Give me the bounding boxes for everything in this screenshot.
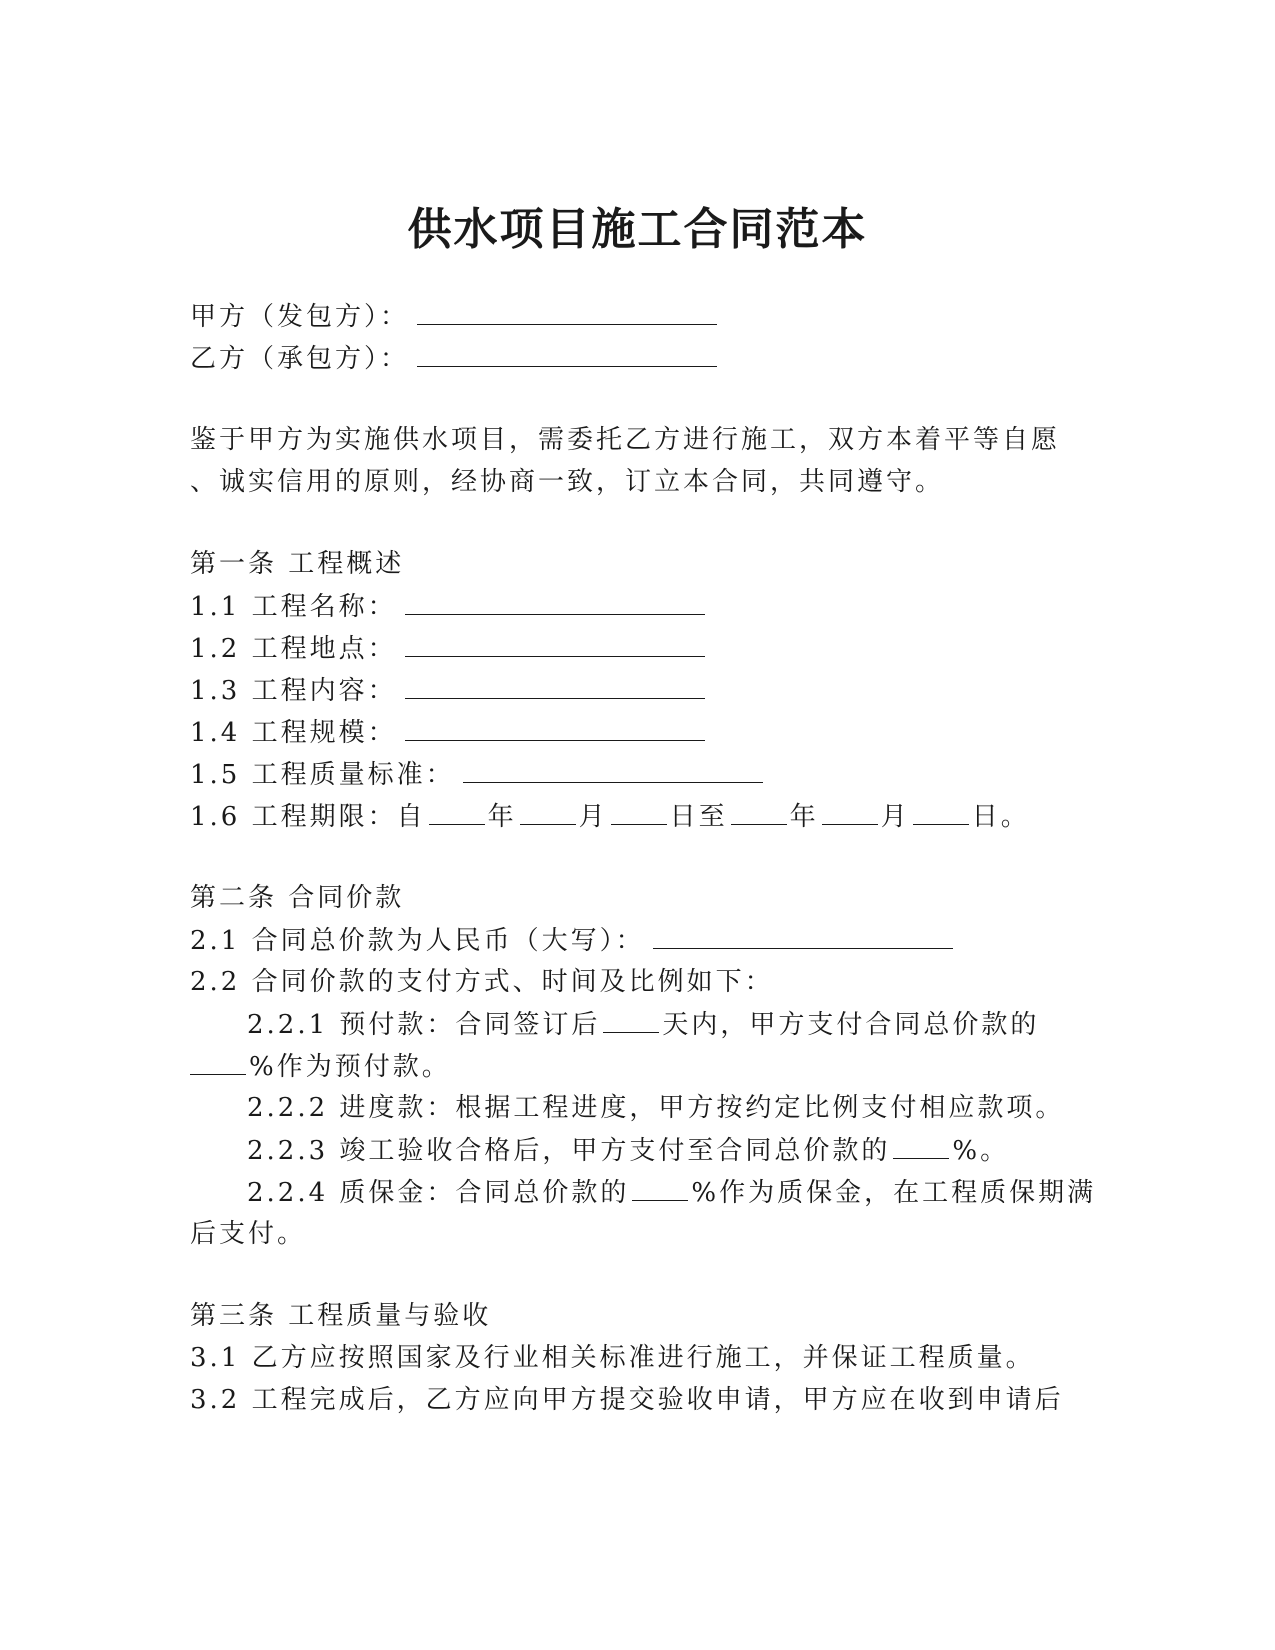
article1-item5 [190,754,763,795]
item-text: 2.2.3 竣工验收合格后，甲方支付至合同总价款的 [247,1136,891,1166]
completion-percent-blank[interactable] [893,1130,949,1159]
retention-percent-blank[interactable] [632,1172,688,1201]
article1-item3 [190,670,705,711]
article1-item1 [190,586,705,627]
party-a-line [190,296,717,337]
end-month-blank[interactable] [822,796,878,825]
item-label: 1.2 工程地点： [190,634,397,664]
article2-item223 [247,1130,1009,1171]
document-title: 供水项目施工合同范本 [407,204,868,255]
year-label: 年 [487,802,517,832]
article2-item2: 2.2 合同价款的支付方式、时间及比例如下： [190,967,774,997]
item-label: 1.6 工程期限：自 [190,802,426,832]
item-text: %作为预付款。 [249,1052,451,1082]
start-day-blank[interactable] [611,796,667,825]
preamble-line-2: 、诚实信用的原则，经协商一致，订立本合同，共同遵守。 [190,467,945,497]
article2-item222: 2.2.2 进度款：根据工程进度，甲方按约定比例支付相应款项。 [247,1093,1065,1123]
project-location-blank[interactable] [405,628,705,657]
article2-item1 [190,920,953,961]
article3-heading: 第三条 工程质量与验收 [190,1301,492,1331]
day-label: 日。 [971,802,1030,832]
article2-item221 [247,1004,1039,1045]
item-text: 天内，甲方支付合同总价款的 [662,1010,1040,1040]
start-year-blank[interactable] [429,796,485,825]
article2-item224 [247,1172,1096,1213]
month-label: 月 [578,802,608,832]
project-content-blank[interactable] [405,670,705,699]
article2-heading: 第二条 合同价款 [190,883,405,913]
item-text: %作为质保金，在工程质保期满 [691,1178,1097,1208]
item-label: 1.3 工程内容： [190,676,397,706]
item-text: %。 [952,1136,1010,1166]
advance-days-blank[interactable] [603,1004,659,1033]
article3-item2: 3.2 工程完成后，乙方应向甲方提交验收申请，甲方应在收到申请后 [190,1385,1064,1415]
party-a-blank[interactable] [417,296,717,325]
party-b-label: 乙方（承包方）： [190,344,410,374]
end-day-blank[interactable] [913,796,969,825]
year-label: 年 [789,802,819,832]
article1-item6 [190,796,1030,837]
project-scale-blank[interactable] [405,712,705,741]
article1-item2 [190,628,705,669]
preamble-line-1: 鉴于甲方为实施供水项目，需委托乙方进行施工，双方本着平等自愿 [190,425,1061,455]
total-price-blank[interactable] [653,920,953,949]
day-label: 日至 [669,802,728,832]
party-b-line [190,338,717,379]
item-label: 2.1 合同总价款为人民币（大写）： [190,926,645,956]
item-label: 1.1 工程名称： [190,592,397,622]
article2-item224-cont: 后支付。 [190,1219,307,1249]
party-a-label: 甲方（发包方）： [190,302,410,332]
month-label: 月 [880,802,910,832]
article1-item4 [190,712,705,753]
project-name-blank[interactable] [405,586,705,615]
item-label: 1.4 工程规模： [190,718,397,748]
article1-heading: 第一条 工程概述 [190,549,405,579]
item-text: 2.2.1 预付款：合同签订后 [247,1010,601,1040]
end-year-blank[interactable] [731,796,787,825]
item-label: 1.5 工程质量标准： [190,760,455,790]
article2-item221-cont [190,1046,451,1087]
article3-item1: 3.1 乙方应按照国家及行业相关标准进行施工，并保证工程质量。 [190,1343,1035,1373]
advance-percent-blank[interactable] [190,1046,246,1075]
party-b-blank[interactable] [417,338,717,367]
quality-standard-blank[interactable] [463,754,763,783]
start-month-blank[interactable] [520,796,576,825]
item-text: 2.2.4 质保金：合同总价款的 [247,1178,630,1208]
